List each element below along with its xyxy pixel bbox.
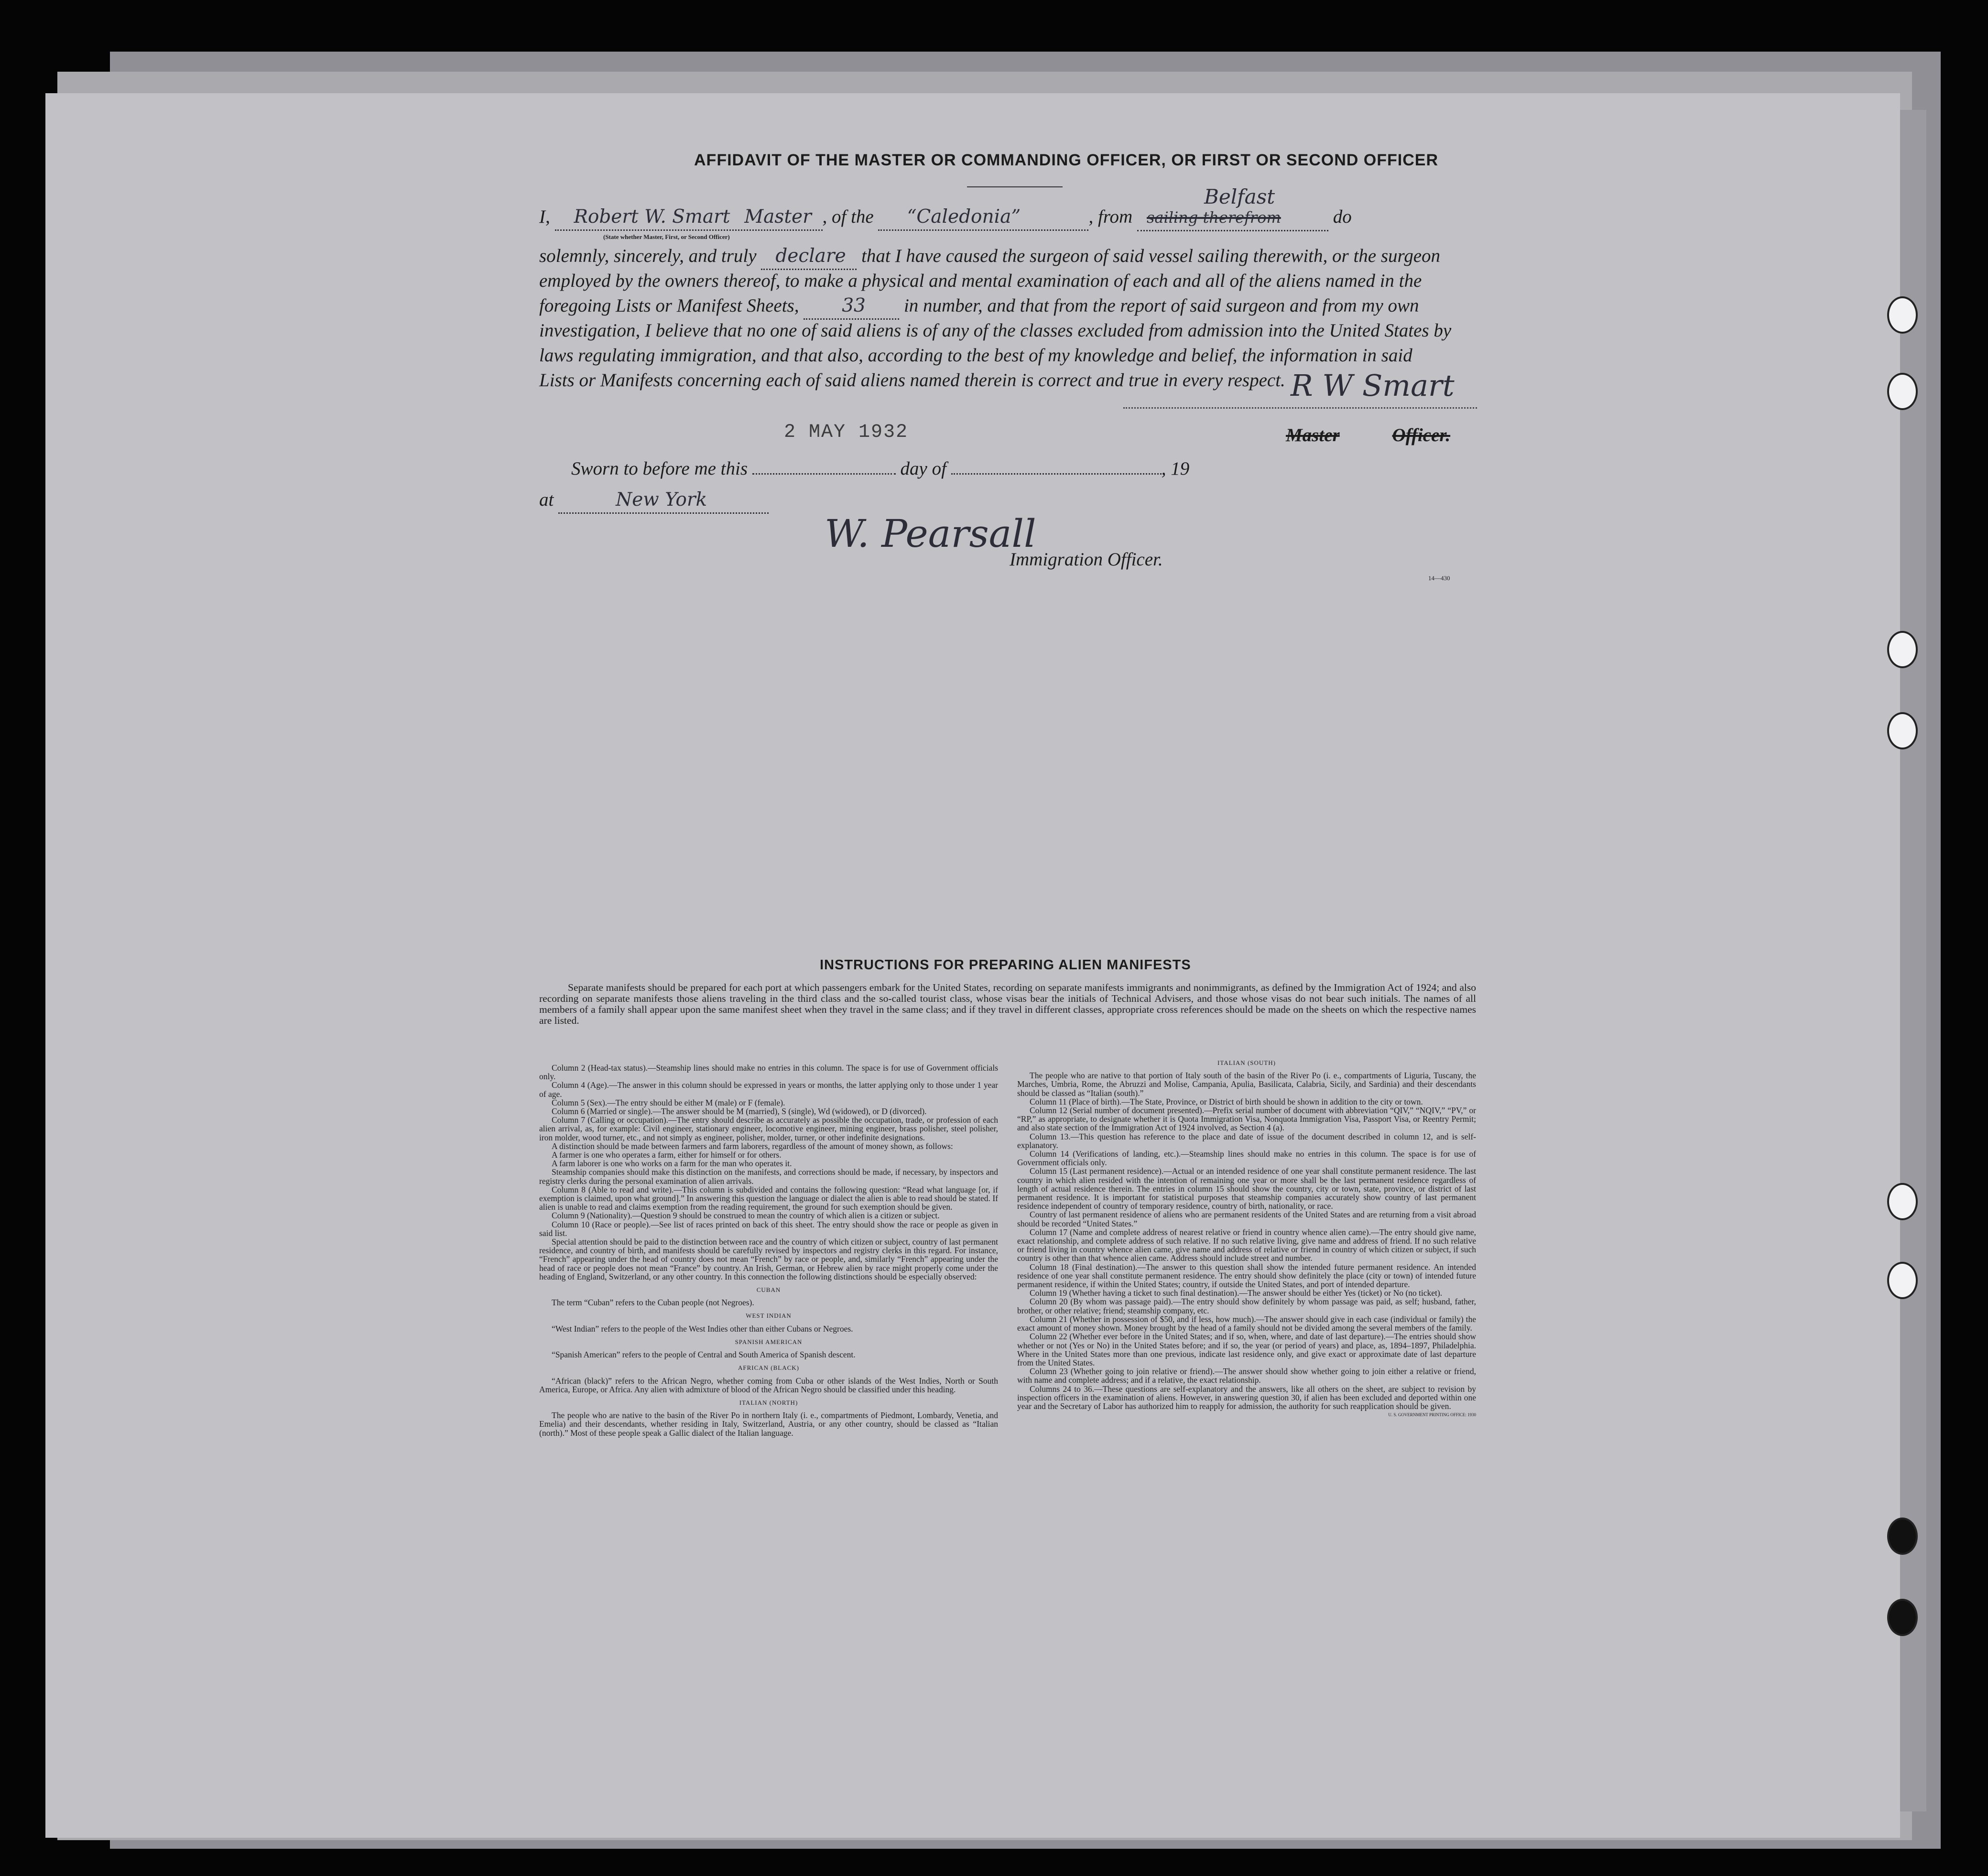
instruction-paragraph: “Spanish American” refers to the people of Central and South America of Spanish descent. [552, 1350, 856, 1360]
binder-hole [1887, 712, 1918, 749]
affidavit-line-4 [539, 293, 1419, 320]
instruction-paragraph: Country of last permanent residence of aliens who are permanent residents of the United States and are returning from a visit abroad should be recorded “United States.” [1017, 1210, 1476, 1228]
place-name: New York [616, 489, 707, 510]
section-heading: ITALIAN (SOUTH) [1217, 1059, 1276, 1066]
instruction-paragraph: “African (black)” refers to the African Negro, whether coming from Cuba or other islands of the West Indies, North or South America, Europe, or Africa. Any alien with admixture of blood of the African Negro should be classified under this heading. [539, 1376, 998, 1394]
instruction-paragraph: Column 9 (Nationality).—Question 9 should be construed to mean the country of which alien is a citizen or subject. [552, 1211, 940, 1221]
form-number: 14—430 [1428, 575, 1450, 582]
of-the-label: , of the [822, 206, 874, 227]
section-heading: SPANISH AMERICAN [735, 1338, 803, 1345]
instruction-paragraph: “West Indian” refers to the people of the West Indies other than either Cubans or Negroes. [552, 1323, 853, 1334]
affidavit-title: AFFIDAVIT OF THE MASTER OR COMMANDING OFFICER, OR FIRST OR SECOND OFFICER [694, 151, 1438, 169]
binder-hole [1887, 373, 1918, 410]
binder-hole [1887, 1262, 1918, 1299]
master-signature-line [1123, 407, 1477, 409]
instruction-paragraph: Column 7 (Calling or occupation).—The entry should describe as accurately as possible the occupation, trade, or profession of each alien arrival, as, for example: Civil engineer, stationary engineer, locomotive engineer, mining engineer, brass polisher, steel polisher, iron molder, wood turner, etc., and not simply as engineer, polisher, molder, turner, or other indefinite designations. [539, 1115, 998, 1142]
port-field [1137, 185, 1328, 231]
binder-hole [1887, 1518, 1918, 1555]
section-heading: ITALIAN (NORTH) [739, 1399, 798, 1406]
binder-hole [1887, 1183, 1918, 1220]
instruction-paragraph: Steamship companies should make this distinction on the manifests, and corrections should be made, if necessary, by inspectors and registry clerks during the personal examination of alien arrivals. [539, 1167, 998, 1186]
instruction-paragraph: The term “Cuban” refers to the Cuban people (not Negroes). [552, 1298, 754, 1308]
instruction-paragraph: Column 5 (Sex).—The entry should be either M (male) or F (female). [552, 1097, 785, 1107]
instruction-paragraph: Columns 24 to 36.—These questions are self-explanatory and the answers, like all others on the sheet, are subject to revision by inspection officers in the examination of aliens. However, in answering question 30, if alien has been excluded and deported within one year and the Secretary of Labor has authorized him to reapply for admission, the authority for such reapplication should be given. [1017, 1384, 1476, 1411]
immigration-officer-title: Immigration Officer. [1010, 549, 1163, 570]
affidavit-line-7: Lists or Manifests concerning each of said aliens named therein is correct and true in every respect. [539, 370, 1285, 390]
pronoun-label: I, [539, 206, 550, 227]
instruction-paragraph: Column 21 (Whether in possession of $50, and if less, how much).—The answer should give in each case (individual or family) the exact amount of money shown. Money brought by the head of a family should not be divided among the several members of the family. [1017, 1314, 1476, 1333]
sheet-count-field [804, 293, 899, 320]
instruction-paragraph: Column 14 (Verifications of landing, etc.).—Steamship lines should make no entries in this column. The space is for use of Government officials only. [1017, 1149, 1476, 1168]
instructions-right-column [1017, 1059, 1476, 1419]
instruction-paragraph: Column 19 (Whether having a ticket to such final destination).—The answer should be either Yes (ticket) or No (no ticket). [1030, 1288, 1443, 1298]
date-stamp: 2 MAY 1932 [784, 422, 909, 443]
instruction-paragraph: The people who are native to that portion of Italy south of the basin of the River Po (i. e., compartments of Liguria, Tuscany, the Marches, Umbria, Rome, the Abruzzi and Molise, Campania, Apulia, Basilicata, Calabria, Sicily, and Sardinia) and their descendants should be classed as “Italian (south).” [1017, 1071, 1476, 1098]
rank-note: (State whether Master, First, or Second Officer) [603, 233, 730, 240]
affidavit-text: solemnly, sincerely, and truly [539, 246, 757, 266]
instruction-paragraph: Column 17 (Name and complete address of nearest relative or friend in country whence alien came).—The entry should give name, exact relationship, and complete address of such relative. If no such relative living, give name and address of friend. If no such relative or friend living in country whence alien came, give name and address of relative or friend in country of which citizen or subject, if such country is other than that whence alien came. Address should include street and number. [1017, 1227, 1476, 1263]
page-edge [1900, 110, 1926, 1811]
day-of-label: day of [900, 458, 946, 479]
from-label: , from [1088, 206, 1133, 227]
instruction-paragraph: Column 13.—This question has reference to the place and date of issue of the document described in column 12, and is self-explanatory. [1017, 1131, 1476, 1150]
immigration-officer-signature: W. Pearsall [825, 511, 1036, 556]
instruction-paragraph: Column 4 (Age).—The answer in this column should be expressed in years or months, the latter applying only to those under 1 year of age. [539, 1080, 998, 1099]
instruction-paragraph: Column 23 (Whether going to join relative or friend).—The answer should show whether going to join either a relative or friend, with name and complete address; and if a relative, the exact relationship. [1017, 1366, 1476, 1385]
at-label: at [539, 489, 554, 510]
sheet-count: 33 [842, 295, 866, 316]
affidavit-text: foregoing Lists or Manifest Sheets, [539, 295, 799, 316]
instruction-paragraph: Special attention should be paid to the distinction between race and the country of which citizen or subject, country of last permanent residence, and country of birth, and manifests should be carefully revised by inspectors and registry clerks in this regard. For instance, “French” appearing under the head of country does not mean “French” by race or people, and, similarly “French” appearing under the head of race or people does not mean “France” by country. An Irish, German, or Hebrew alien by race might properly come under the heading of England, Switzerland, or any other country. In this connection the following distinctions should be especially observed: [539, 1237, 998, 1281]
section-heading: WEST INDIAN [746, 1312, 792, 1320]
struck-port-text: sailing therefrom [1146, 208, 1281, 227]
do-label: do [1333, 206, 1352, 227]
instruction-paragraph: Column 22 (Whether ever before in the United States; and if so, when, where, and date of last departure).—The entries should show whether or not (Yes or No) in the United States before; and if so, the year (or period of years) and place, as, 1894–1897, Philadelphia. Where in the United States more than one previous, indicate last residence only, and give exact or approximate date of last departure from the United States. [1017, 1332, 1476, 1367]
instruction-paragraph: Column 12 (Serial number of document presented).—Prefix serial number of document with abbreviation “QIV,” “NQIV,” “PV,” or “RP,” as appropriate, to designate whether it is Quota Immigration Visa, Nonquota Immigration Visa, Passport Visa, or Reentry Permit; and also state section of the Immigration Act of 1924 involved, as Section 4 (a). [1017, 1106, 1476, 1133]
affidavit-line-5: investigation, I believe that no one of said aliens is of any of the classes excluded from admission into the United States by [539, 320, 1452, 341]
instruction-paragraph: A farm laborer is one who works on a farm for the man who operates it. [552, 1159, 792, 1169]
section-heading: AFRICAN (BLACK) [738, 1364, 800, 1372]
instruction-paragraph: Column 15 (Last permanent residence).—Actual or an intended residence of one year shall constitute permanent residence. The last country in which alien resided with the intention of remaining one year or more shall be the last permanent residence regardless of length of actual residence therein. The entries in column 15 should show the country, city or town, state, province, or district of last permanent residence. It is important for statistical purposes that steamship companies accurately show country of last permanent residence independent of country of temporary residence, country of birth, nationality, or race. [1017, 1166, 1476, 1211]
officer-name-field [555, 205, 823, 231]
place-line [539, 488, 769, 514]
instruction-paragraph: Column 11 (Place of birth).—The State, Province, or District of birth should be shown in addition to the city or town. [1030, 1096, 1423, 1106]
affidavit-line-1 [539, 185, 1352, 231]
affidavit-line-6: laws regulating immigration, and that also, according to the best of my knowledge and belief, the information in said [539, 345, 1412, 366]
officer-name: Robert W. Smart [574, 206, 730, 228]
instruction-paragraph: Column 6 (Married or single).—The answer should be M (married), S (single), Wd (widowed), or D (divorced). [552, 1106, 927, 1117]
instruction-paragraph: Column 20 (By whom was passage paid).—The entry should show definitely by whom passage was paid, as self; husband, father, brother, or other relative; friend; steamship company, etc. [1017, 1297, 1476, 1315]
master-signature: R W Smart [1291, 368, 1455, 403]
vessel-name: “Caledonia” [907, 206, 1021, 228]
instruction-paragraph: Column 18 (Final destination).—The answer to this question shall show the intended future permanent residence. An intended residence of one year shall constitute permanent residence. The entry should show definitely the place (city or town) of intended future permanent residence, if within the United States; country, if outside the United States, and port of intended departure. [1017, 1262, 1476, 1290]
instruction-paragraph: Column 8 (Able to read and write).—This column is subdivided and contains the following question: “Read what language [or, if exemption is claimed, upon what ground].” In answering this question the language or dialect the alien is able to read should be stated. If alien is unable to read and claims exemption from the reading requirement, the ground for such exemption should be given. [539, 1184, 998, 1212]
affidavit-text: in number, and that from the report of said surgeon and from my own [903, 295, 1419, 316]
binder-hole [1887, 296, 1918, 334]
vessel-name-field [878, 205, 1088, 231]
sworn-line [571, 456, 1189, 481]
sworn-day-field [752, 473, 896, 475]
affidavit-line-2 [539, 244, 1440, 270]
instruction-paragraph: A distinction should be made between farmers and farm laborers, regardless of the amount of money shown, as follows: [552, 1141, 953, 1151]
officer-word-struck: Officer. [1392, 425, 1451, 445]
master-title: Master [1286, 425, 1340, 445]
year-label: , 19 [1161, 458, 1190, 479]
binder-hole [1887, 631, 1918, 668]
master-title-line [1286, 423, 1450, 448]
sworn-label: Sworn to before me this [571, 458, 748, 479]
printer-imprint: U. S. GOVERNMENT PRINTING OFFICE: 1930 [1388, 1412, 1476, 1418]
instructions-left-column [539, 1063, 998, 1440]
place-field [558, 488, 769, 514]
affidavit-text: that I have caused the surgeon of said vessel sailing therewith, or the surgeon [861, 246, 1441, 266]
affidavit-line-3: employed by the owners thereof, to make a physical and mental examination of each and all of the aliens named in the [539, 271, 1422, 291]
port-name: Belfast [1204, 185, 1275, 208]
instruction-paragraph: A farmer is one who operates a farm, either for himself or for others. [552, 1150, 782, 1160]
binder-hole [1887, 1599, 1918, 1636]
instruction-paragraph: Column 10 (Race or people).—See list of races printed on back of this sheet. The entry should show the race or people as given in said list. [539, 1219, 998, 1238]
title-rule [967, 186, 1063, 187]
instruction-paragraph: Column 2 (Head-tax status).—Steamship lines should make no entries in this column. The space is for use of Government officials only. [539, 1063, 998, 1082]
instructions-title: INSTRUCTIONS FOR PREPARING ALIEN MANIFESTS [820, 957, 1191, 973]
officer-rank: Master [744, 206, 812, 228]
instructions-intro: Separate manifests should be prepared for each port at which passengers embark for the United States, recording on separate manifests immigrants and nonimmigrants, as defined by the Immigration Act of 1924; and also recording on separate manifests those aliens traveling in the third class and the so-called tourist class, whose visas bear the initials of Technical Advisers, and those whose visas do not bear such initials. The names of all members of a family shall appear upon the same manifest sheet when they travel in the same class; and if they travel in different classes, appropriate cross references should be made on the sheets on which the respective names are listed. [539, 982, 1476, 1026]
instruction-paragraph: The people who are native to the basin of the River Po in northern Italy (i. e., compartments of Piedmont, Lombardy, Venetia, and Emelia) and their descendants, whether residing in Italy, Switzerland, Austria, or any other country, should be classed as “Italian (north).” Most of these people speak a Gallic dialect of the Italian language. [539, 1410, 998, 1438]
sworn-month-field [951, 473, 1162, 475]
section-heading: CUBAN [756, 1286, 781, 1294]
declare-field [761, 244, 857, 270]
declare-word: declare [775, 245, 846, 267]
